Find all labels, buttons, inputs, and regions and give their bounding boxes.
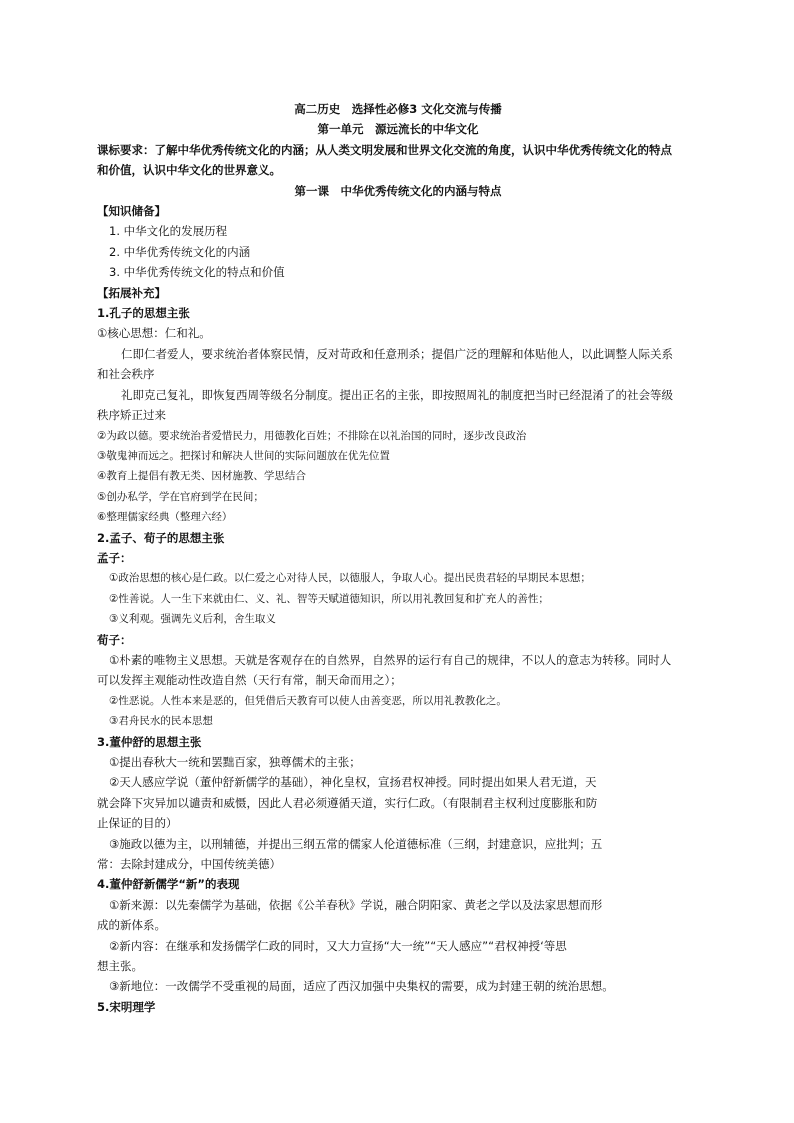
section-line: ①政治思想的核心是仁政。以仁爱之心对待人民，以德服人，争取人心。提出民贵君轻的早期民本思想； [109,572,591,585]
section-line: 就会降下灾异加以谴责和威慑，因此人君必须遵循天道，实行仁政。（有限制君主权利过度膨胀和防 [97,795,598,810]
section-line: 止保证的目的） [97,816,178,831]
section-line: 和社会秩序 [97,367,155,382]
section-heading-mencius-xunzi: 2.孟子、荀子的思想主张 [97,530,225,545]
knowledge-item: 3. 中华优秀传统文化的特点和价值 [109,265,285,280]
section-line: ②性恶说。人性本来是恶的，但凭借后天教育可以使人由善变恶，所以用礼教教化之。 [109,694,507,707]
curriculum-requirement-line-2: 和价值，认识中华文化的世界意义。 [97,163,281,178]
section-line: ③施政以德为主，以刑辅德，并提出三纲五常的儒家人伦道德标准（三纲，封建意识，应批判；五 [109,836,603,851]
curriculum-requirement-line-1: 课标要求：了解中华优秀传统文化的内涵；从人类文明发展和世界文化交流的角度，认识中华优秀传统文化的特点 [97,142,672,157]
knowledge-heading: 【知识储备】 [97,204,166,219]
section-line: 可以发挥主观能动性改造自然（天行有常，制天命而用之）； [97,673,402,688]
section-line: ①朴素的唯物主义思想。天就是客观存在的自然界，自然界的运行有自己的规律，不以人的意志为转移。同时人 [109,652,672,667]
knowledge-item: 2. 中华优秀传统文化的内涵 [109,244,251,259]
section-line: ①新来源：以先秦儒学为基础，依据《公羊春秋》学说，融合阴阳家、黄老之学以及法家思想而形 [109,897,603,912]
lesson-title: 第一课 中华优秀传统文化的内涵与特点 [294,183,502,198]
section-line: 礼即克己复礼，即恢复西周等级名分制度。提出正名的主张，即按照周礼的制度把当时已经混淆了的社会等级 [121,387,673,402]
section-line: ②天人感应学说（董仲舒新儒学的基础），神化皇权，宣扬君权神授。同时提出如果人君无道，天 [109,775,597,790]
section-heading-dong-zhongshu: 3.董仲舒的思想主张 [97,734,202,749]
section-line: 成的新体系。 [97,918,166,933]
section-line: ①提出春秋大一统和罢黜百家，独尊儒术的主张； [109,755,361,769]
section-line: ③新地位：一改儒学不受重视的局面，适应了西汉加强中央集权的需要，成为封建王朝的统治思想。 [109,979,614,994]
section-heading-confucius: 1.孔子的思想主张 [97,306,190,321]
section-line: ②新内容：在继承和发扬儒学仁政的同时，又大力宣扬“大一统”“天人感应”“君权神授‘等思 [109,938,567,953]
document-title: 高二历史 选择性必修3 文化交流与传播 [294,102,502,116]
section-line: 秩序矫正过来 [97,408,166,423]
unit-title: 第一单元 源远流长的中华文化 [317,122,479,137]
section-line: ⑥整理儒家经典（整理六经） [97,511,233,524]
section-line: ②为政以德。要求统治者爱惜民力，用德教化百姓；不排除在以礼治国的同时，逐步改良政治 [97,429,527,442]
section-line: ⑤创办私学，学在官府到学在民间； [97,490,264,503]
section-line: 常：去除封建成分，中国传统美德） [97,857,281,872]
section-line: ③敬鬼神而远之。把探讨和解决人世间的实际问题放在优先位置 [97,449,390,462]
section-line: ①核心思想：仁和礼。 [97,326,211,341]
section-line: ④教育上提倡有教无类、因材施教、学思结合 [97,470,306,483]
document-body [97,99,699,1017]
knowledge-item: 1. 中华文化的发展历程 [109,224,228,239]
section-line: ③君舟民水的民本思想 [109,715,213,728]
section-line: ②性善说。人一生下来就由仁、义、礼、智等天赋道德知识，所以用礼教回复和扩充人的善性； [109,592,549,605]
section-line: 仁即仁者爱人，要求统治者体察民情，反对苛政和任意刑杀；提倡广泛的理解和体贴他人，以此调整人际关系 [121,346,673,361]
section-heading-neo-confucianism: 5.宋明理学 [97,999,156,1014]
section-heading-new-confucianism: 4.董仲舒新儒学“新”的表现 [97,877,240,892]
section-line: 想主张。 [97,959,143,974]
subheading-mencius: 孟子： [97,550,132,565]
section-line: ③义利观。强调先义后利，舍生取义 [109,613,276,626]
subheading-xunzi: 荀子： [97,632,132,647]
expand-heading: 【拓展补充】 [97,285,166,300]
